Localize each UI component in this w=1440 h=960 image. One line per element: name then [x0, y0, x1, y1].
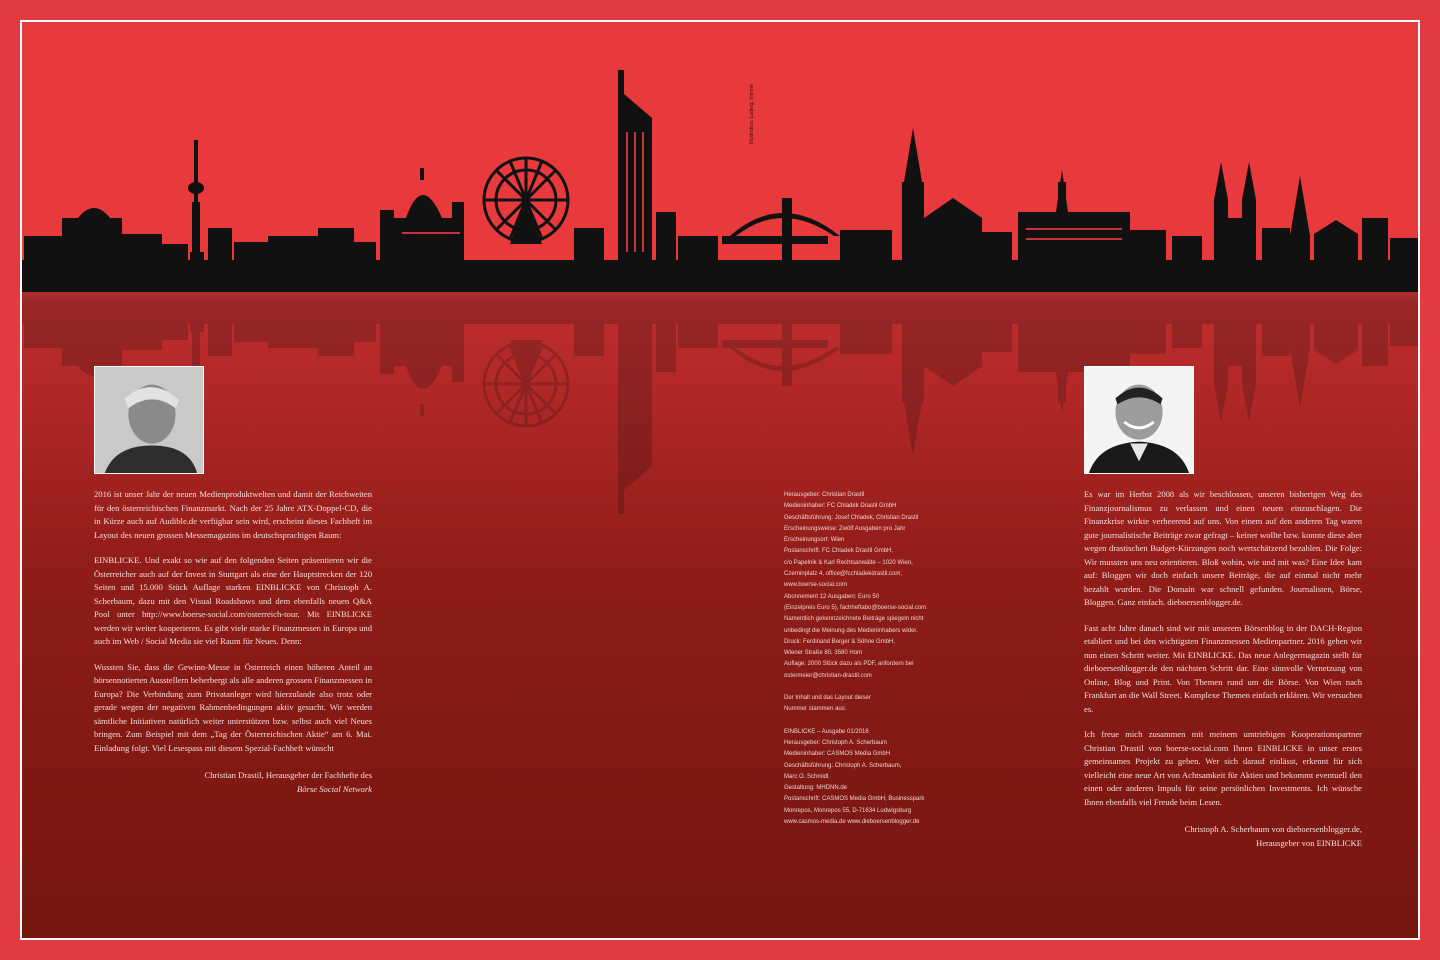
imprint-line: Postanschrift: CASMOS Media GmbH, Businesspark [784, 796, 925, 803]
imprint-line: Marc O. Schmidt [784, 773, 829, 780]
right-paragraph: Fast acht Jahre danach sind wir mit unserem Börsenblog in der DACH-Region etabliert und bei den wichtigsten Finanzmessen Medienpartner. 2016 gehen wir nun einen Schritt weiter. Mit EINBLICKE. Das neue Anlegermagazin stellt für dieboersenblogger.de den nächsten Schritt dar. Eine sinnvolle Vernetzung von Online, Blog und Print. Von Themen rund um die Börse. Von Wien nach Frankfurt an die Wall Street. Komplexe Themen einfach erklären. Wir versuchen es. [1084, 622, 1362, 714]
right-signature-line: Christoph A. Scherbaum von dieboersenblogger.de, [1184, 824, 1362, 834]
imprint-line: Namentlich gekennzeichnete Beiträge spiegeln nicht [784, 616, 924, 623]
imprint-line: Druck: Ferdinand Berger & Söhne GmbH, [784, 638, 896, 645]
imprint-line: Herausgeber: Christian Drastil [784, 492, 865, 498]
imprint-line: www.boerse-social.com [784, 582, 848, 589]
imprint-line: Erscheinungsweise: Zwölf Ausgaben pro Jahr [784, 525, 906, 532]
left-paragraph: 2016 ist unser Jahr der neuen Medienproduktwelten und damit der Reichweiten für den österreichischen Finanzmarkt. Nach der 25 Jahre ATX-Doppel-CD, die in Kürze auch auf Audible.de verfügbar sein wird, erscheint dieses Fachheft im Layout des neuen grossen Messemagazins im deutschsprachigen Raum: [94, 489, 372, 540]
left-signature-line: Börse Social Network [297, 783, 372, 794]
right-paragraph: Es war im Herbst 2008 als wir beschlossen, unseren bisherigen Weg des Finanzjournalismus zu verlassen und einen neuen einzuschlagen. Die Finanzkrise wirkte verheerend auf uns. Von einem auf den anderen Tag waren gute journalistische Beiträge zwar gefragt – keiner wollte bzw. konnte diese aber wegen drastischen Budget-Kürzungen noch wertschätzend bezahlen. Die Folge: Wir mussten uns neu orientieren. Bloß wohin, wie und mit was? Eine Idee kam auf: Bloggen wir doch einfach unsere Beiträge, die auf einmal nicht mehr bezahlt wurden. Die Domain war schnell gefunden. Journalisten, Börse, Bloggen. Ganz einfach. dieboersenblogger.de. [1084, 489, 1362, 607]
imprint-line: ostermeier@christian-drastil.com [784, 672, 872, 679]
vienna-skyline-illustration [22, 22, 1418, 292]
left-paragraph: Wussten Sie, dass die Gewinn-Messe in Österreich einen höheren Anteil an börsennotierten Ausstellern beherbergt als alle anderen grossen Finanzmessen in Europa? Die Verbindung zum Privatanleger wird hierzulande also trotz oder gerade wegen der negativen Rahmenbedingungen aktiv gesucht. Wir werden sämtliche Initiativen natürlich weiter unterstützen bzw. selbst auch viel Neues bringen. Zum Beispiel mit dem „Tag der Österreichischen Aktie“ am 6. Mai. Einladung folgt. Viel Lesespass mit diesem Spezial-Fachheft wünscht [94, 661, 372, 753]
imprint-line: Wiener Straße 80, 3580 Horn [784, 650, 863, 657]
imprint-line: Abonnement 12 Ausgaben: Euro 50 [784, 593, 880, 600]
imprint-line: Auflage: 2000 Stück dazu als PDF, anfordern bei [784, 661, 914, 668]
imprint-line: Monrepos, Monrepos 55, D-71634 Ludwigsburg [784, 807, 912, 814]
left-paragraph: EINBLICKE. Und exakt so wie auf den folgenden Seiten präsentieren wir die Österreicher auch auf der Invest in Stuttgart als eine der Hauptstrecken der 120 Seiten und 15.000 Stück Auflage starken EINBLICKE von Christoph A. Scherbaum, dazu mit den Visual Roadshows und dem ebenfalls neuen Q&A Pool unter http://www.boerse-social.com/osterreich-tour. Mit EINBLICKE werden wir weiter kooperieren. Es gibt viele starke Finanzmessen in Europa und auch im Web / Social Media sie viel Raum für Neues. Denn: [94, 555, 372, 646]
editorial-left-column [94, 488, 372, 796]
editorial-right-column [1084, 488, 1362, 850]
illustration-credit: Illustration: Ludwig, Vienna [749, 84, 755, 144]
right-signature-line: Herausgeber von EINBLICKE [1256, 837, 1362, 848]
imprint-line: Medieninhaber: CASMOS Media GmbH [784, 751, 891, 758]
imprint-line: EINBLICKE – Ausgabe 01/2016 [784, 728, 869, 735]
imprint-line: Herausgeber: Christoph A. Scherbaum [784, 739, 888, 746]
imprint-line: Nummer stammen aus: [784, 706, 847, 713]
imprint-source-note [784, 693, 974, 716]
imprint-line: Gestaltung: MHDNN.de [784, 785, 848, 792]
imprint-line: unbedingt die Meinung des Medieninhabers wider. [784, 627, 918, 634]
imprint-line: Der Inhalt und das Layout dieser [784, 695, 871, 702]
left-signature [94, 769, 372, 796]
imprint-line: Erscheinungsort: Wien [784, 537, 845, 544]
author-photo-christian-drastil [94, 366, 204, 474]
imprint-line: Postanschrift: FC Chladek Drastil GmbH, [784, 548, 894, 555]
imprint-line: Geschäftsführung: Josef Chladek, Christian Drastil [784, 514, 919, 521]
right-signature [1084, 823, 1362, 850]
imprint-line: Czerninplatz 4, office@fcchladekdrastil.com, [784, 571, 903, 578]
page-frame [20, 20, 1420, 940]
imprint-einblicke-group [784, 727, 974, 829]
author-photo-christoph-scherbaum [1084, 366, 1194, 474]
imprint-line: www.casmos-media.de www.dieboersenblogger.de [784, 819, 920, 826]
left-signature-line: Christian Drastil, Herausgeber der Fachhefte des [204, 770, 372, 780]
imprint-publisher-group [784, 490, 974, 682]
imprint-block [784, 490, 974, 839]
imprint-line: Medieninhaber: FC Chladek Drastil GmbH [784, 503, 897, 510]
imprint-line: (Einzelpreis Euro 5), fachheftabo@boerse-social.com [784, 604, 927, 611]
imprint-line: Geschäftsführung: Christoph A. Scherbaum, [784, 762, 902, 769]
right-paragraph: Ich freue mich zusammen mit meinem umtriebigen Kooperationspartner Christian Drastil von boerse-social.com Ihnen EINBLICKE in unser erstes gemeinsames Projekt zu geben. Wer sich darauf einlässt, erkennt für sich vielleicht eine neue Art von Achtsamkeit für Aktien und bekommt eventuell den einen oder anderen Impuls für seine persönlichen Investments. Ich wünsche Ihnen ebenfalls viel Freude beim Lesen. [1084, 729, 1362, 807]
imprint-line: c/o Papelnik & Karl Rechtsanwälte – 1020 Wien, [784, 559, 913, 566]
